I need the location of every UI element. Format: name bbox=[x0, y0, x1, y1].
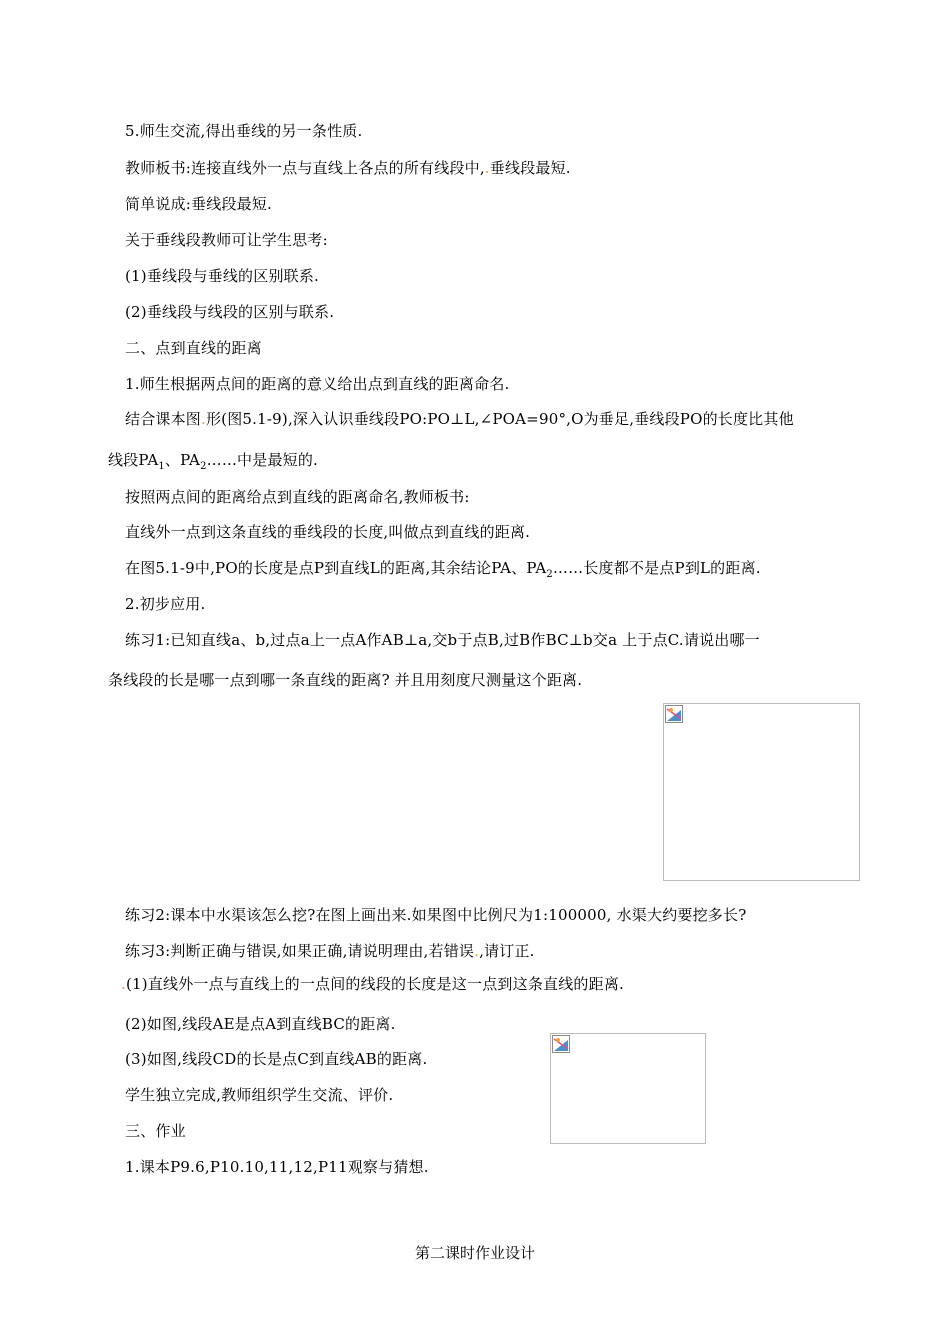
edit-mark: . bbox=[474, 942, 480, 960]
text-line: (2)垂线段与线段的区别与联系. bbox=[125, 303, 335, 321]
edit-mark: . bbox=[484, 159, 490, 177]
exercise-line: 练习3:判断正确与错误,如果正确,请说明理由,若错误.,请订正. bbox=[125, 942, 535, 960]
section-heading: 三、作业 bbox=[125, 1122, 186, 1140]
definition-line: 直线外一点到这条直线的垂线段的长度,叫做点到直线的距离. bbox=[125, 523, 531, 541]
text-line: 在图5.1-9中,PO的长度是点P到直线L的距离,其余结论PA、$PA_2\dots\dots$长度都不是点P到L的距离. bbox=[125, 559, 761, 580]
text-line: 学生独立完成,教师组织学生交流、评价. bbox=[125, 1086, 394, 1104]
text-line: 按照两点间的距离给点到直线的距离命名,教师板书: bbox=[125, 488, 470, 506]
text-line: (2)如图,线段AE是点A到直线BC的距离. bbox=[125, 1015, 396, 1033]
text-line: (3)如图,线段CD的长是点C到直线AB的距离. bbox=[125, 1050, 428, 1068]
text-line: 简单说成:垂线段最短. bbox=[125, 195, 273, 213]
exercise-line: 练习1:已知直线a、b,过点a上一点A作AB⊥a,交b于点B,过B作BC⊥b交a 上于点C.请说出哪一 bbox=[125, 631, 760, 649]
page-footer-title: 第二课时作业设计 bbox=[414, 1244, 535, 1262]
text-line: 结合课本图.形(图5.1-9),深入认识垂线段PO:PO⊥L,∠POA=90°,O为垂足,垂线段PO的长度比其他 bbox=[125, 410, 794, 428]
text-line: 2.初步应用. bbox=[125, 595, 206, 613]
edit-mark: . bbox=[201, 410, 206, 428]
figure-image-placeholder bbox=[550, 1033, 706, 1144]
text-line: 1.师生根据两点间的距离的意义给出点到直线的距离命名. bbox=[125, 375, 510, 393]
exercise-line: 练习2:课本中水渠该怎么挖?在图上画出来.如果图中比例尺为1:100000, 水渠大约要挖多长? bbox=[125, 906, 747, 924]
broken-image-icon bbox=[665, 705, 683, 723]
text-line: 教师板书:连接直线外一点与直线上各点的所有线段中,.垂线段最短. bbox=[125, 159, 571, 177]
edit-mark: . bbox=[121, 975, 126, 993]
text-line: 线段$PA_1$、$PA_2\dots\dots$中是最短的. bbox=[108, 451, 319, 472]
text-line: 关于垂线段教师可让学生思考: bbox=[125, 231, 328, 249]
text-line: (1)垂线段与垂线的区别联系. bbox=[125, 267, 320, 285]
section-heading: 二、点到直线的距离 bbox=[125, 339, 262, 357]
text-line: .(1)直线外一点与直线上的一点间的线段的长度是这一点到这条直线的距离. bbox=[121, 975, 624, 993]
broken-image-icon bbox=[552, 1035, 570, 1053]
figure-image-placeholder bbox=[663, 703, 860, 881]
exercise-line: 条线段的长是哪一点到哪一条直线的距离? 并且用刻度尺测量这个距离. bbox=[108, 671, 583, 689]
text-line: 1.课本P9.6,P10.10,11,12,P11观察与猜想. bbox=[125, 1158, 429, 1176]
text-line: 5.师生交流,得出垂线的另一条性质. bbox=[125, 122, 363, 140]
